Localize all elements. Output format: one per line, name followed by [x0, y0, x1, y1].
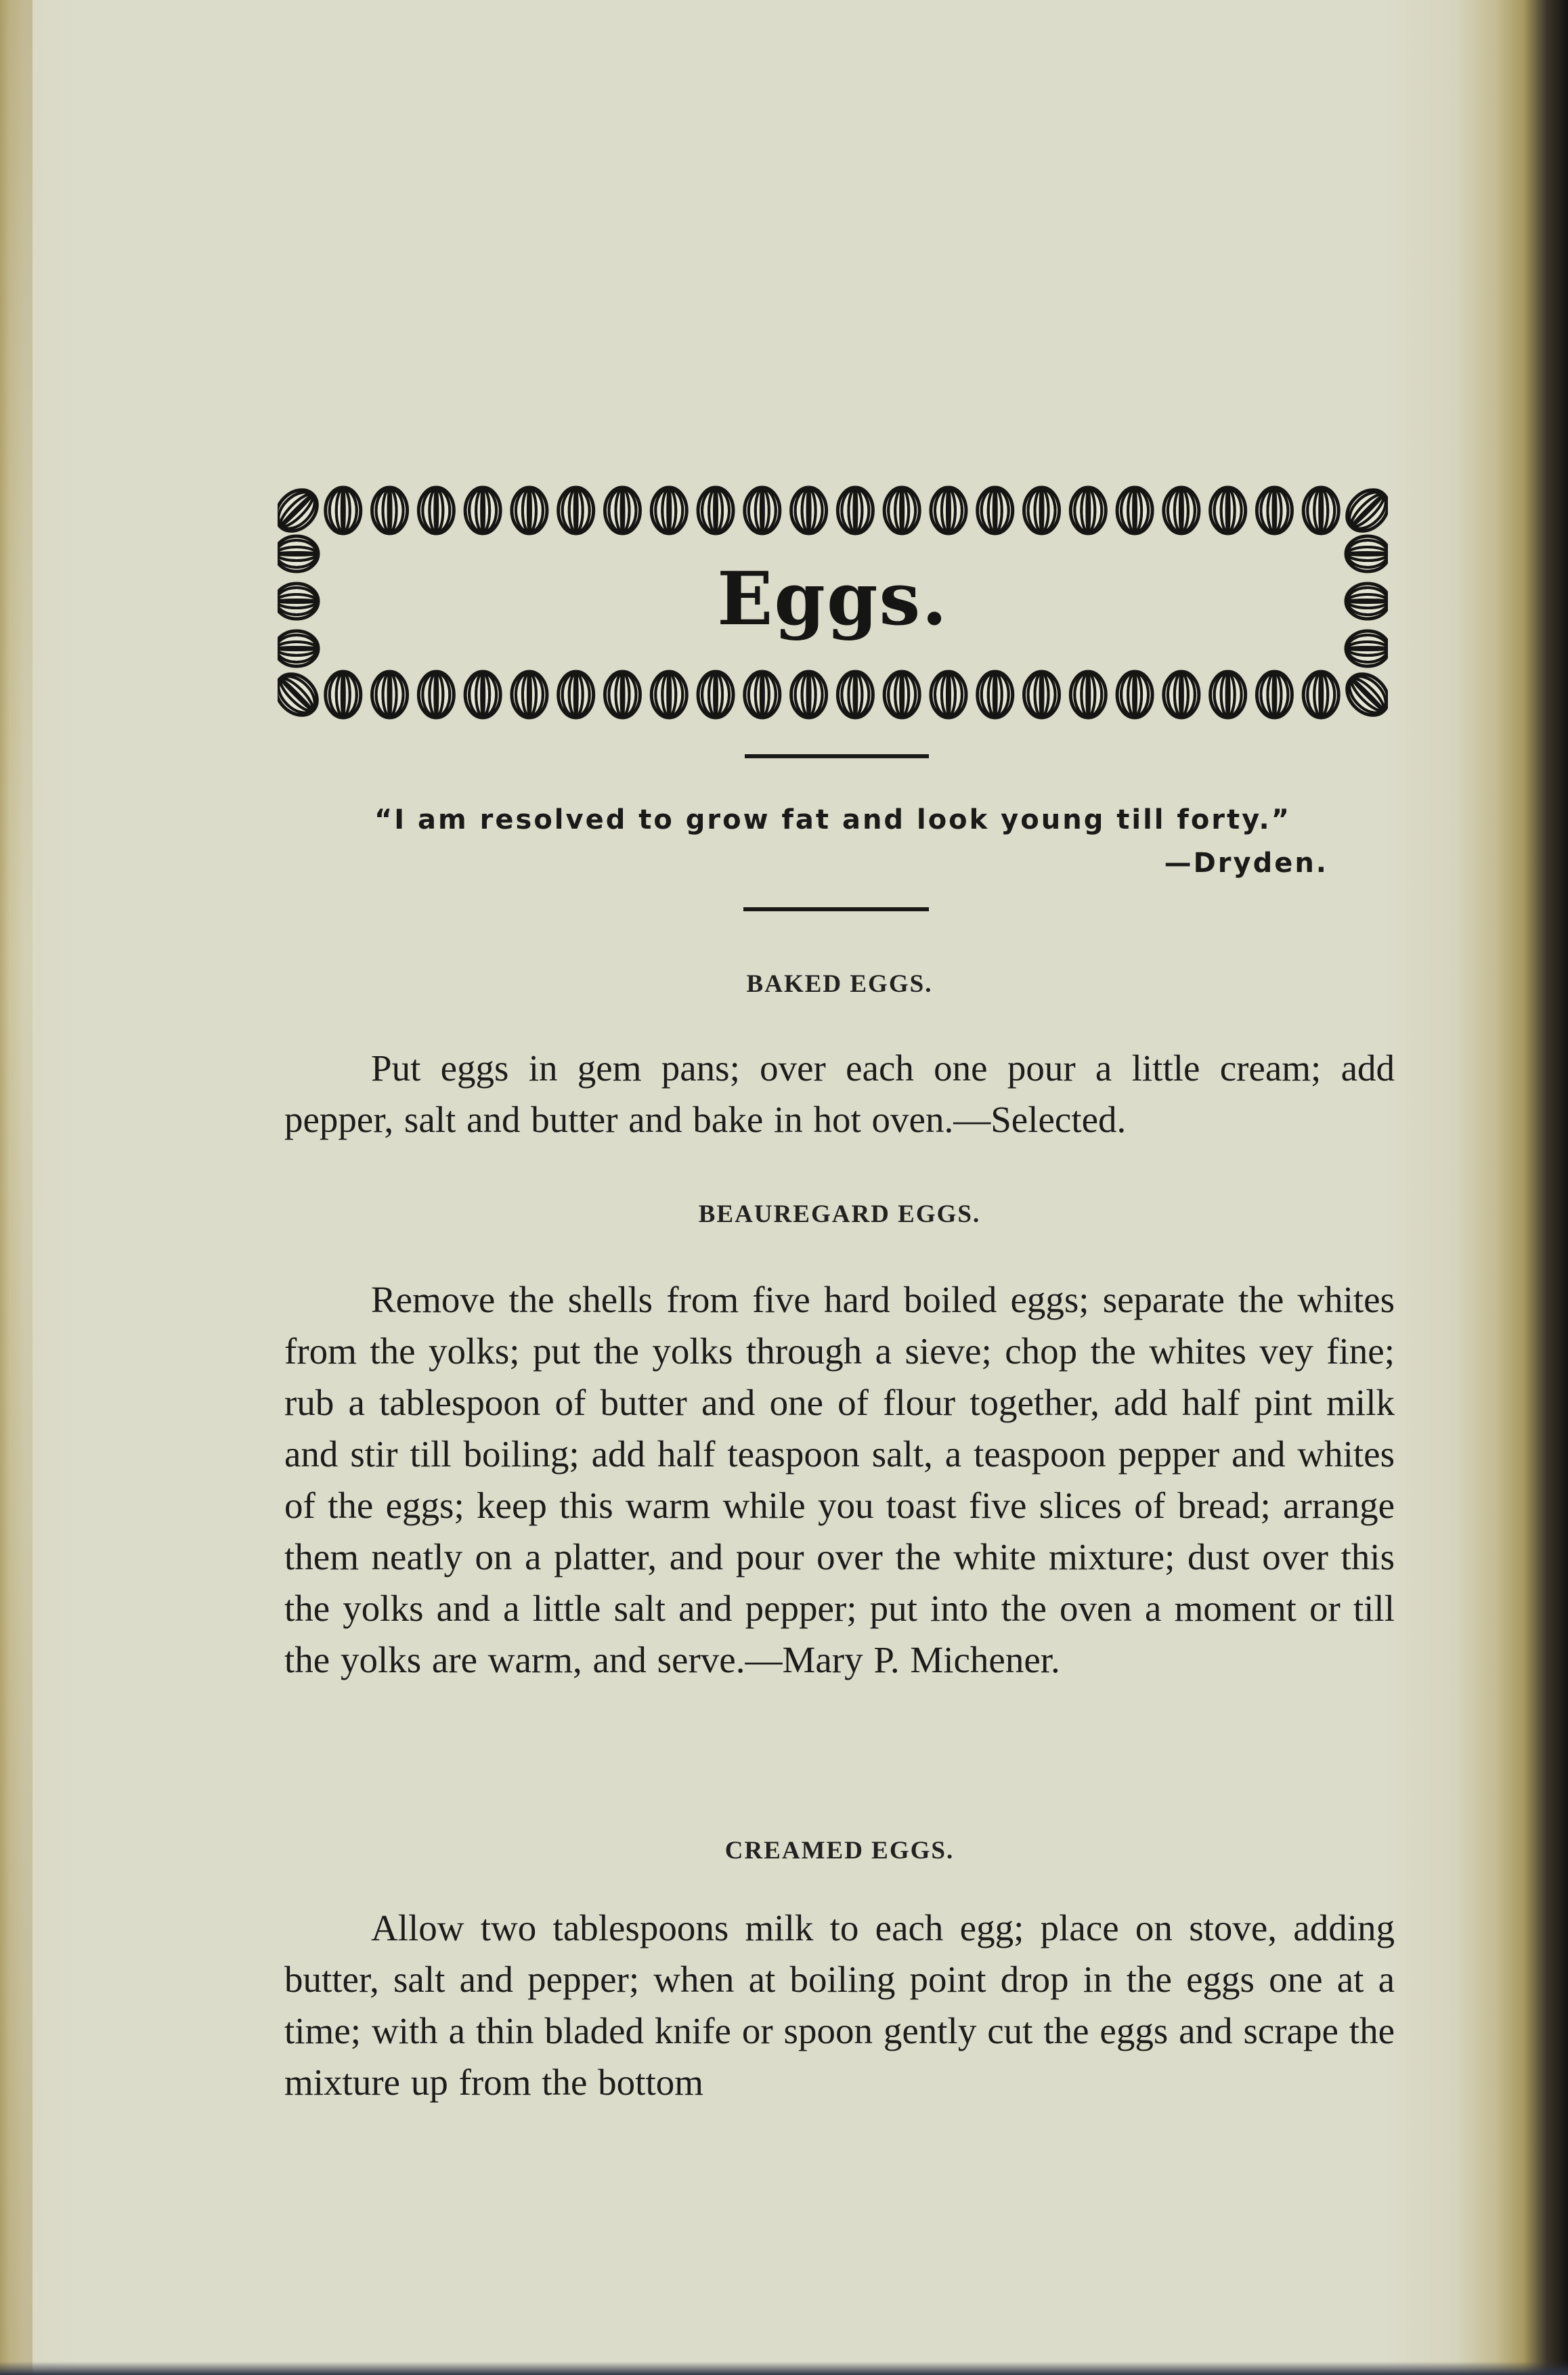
epigraph-quote: “I am resolved to grow fat and look young till forty.” [374, 804, 1292, 835]
title-divider [745, 754, 929, 758]
epigraph-attribution: —Dryden. [1164, 848, 1328, 879]
recipe-text-creamed-eggs: Allow two tablespoons milk to each egg; place on stove, adding butter, salt and pepper; when at boiling point drop in the eggs one at a time; with a thin bladed knife or spoon gently cut the eggs and scrape the mixture up from the bottom [284, 1907, 1395, 2103]
spine-stain [0, 0, 32, 2375]
recipe-heading-creamed-eggs: CREAMED EGGS. [724, 1837, 955, 1865]
ornamental-title-frame [278, 479, 1388, 723]
epigraph-divider [743, 907, 929, 911]
recipe-text-beauregard-eggs: Remove the shells from five hard boiled eggs; separate the whites from the yolks; put the yolks through a sieve; chop the whites vey fine; rub a tablespoon of butter and one of flour together, add half pint milk and stir till boiling; add half teaspoon salt, a teaspoon pepper and whites of the eggs; keep this warm while you toast five slices of bread; arrange them neatly on a platter, and pour over the white mixture; dust over this the yolks and a little salt and pepper; put into the oven a moment or till the yolks are warm, and serve.—Mary P. Michener. [284, 1279, 1395, 1680]
recipe-text-baked-eggs: Put eggs in gem pans; over each one pour a little cream; add pepper, salt and butter and bake in hot oven.—Selected. [284, 1047, 1395, 1140]
recipe-heading-beauregard-eggs: BEAUREGARD EGGS. [698, 1200, 981, 1228]
recipe-heading-baked-eggs: BAKED EGGS. [746, 970, 933, 998]
page-title: Eggs. [717, 557, 949, 642]
